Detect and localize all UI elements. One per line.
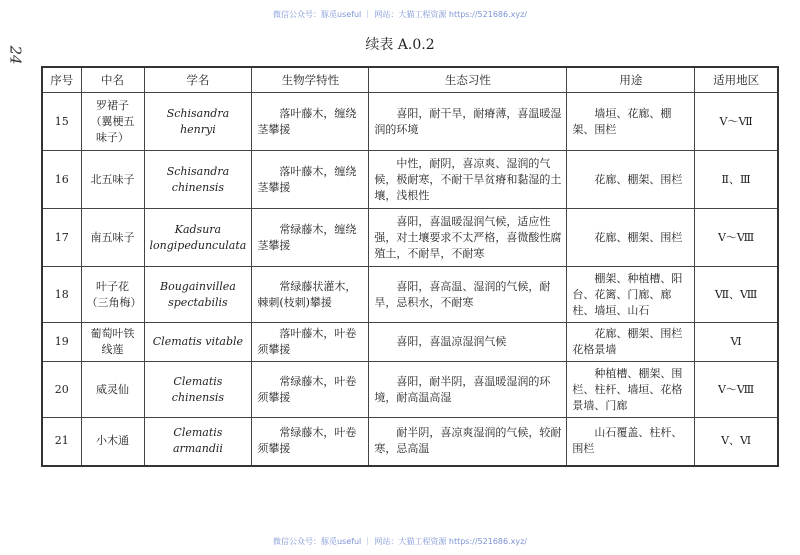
cell-eco: 喜阳，喜高温、湿润的气候，耐旱，忌积水，不耐寒: [369, 267, 567, 323]
cell-cn: 葡萄叶铁线莲: [81, 323, 144, 362]
cell-cn: 小木通: [81, 418, 144, 466]
cell-bio: 落叶藤木，缠绕茎攀援: [252, 93, 369, 151]
cell-cn: 叶子花（三角梅）: [81, 267, 144, 323]
plant-table: [41, 66, 779, 467]
cell-region: Ⅴ～Ⅶ: [695, 93, 778, 151]
cell-cn: 北五味子: [81, 151, 144, 209]
cell-eco: 耐半阴，喜凉爽湿润的气候，较耐寒，忌高温: [369, 418, 567, 466]
cell-eco: 喜阳，喜温暖湿润气候，适应性强，对土壤要求不太严格，喜微酸性腐殖土，不耐旱，不耐寒: [369, 209, 567, 267]
cell-cn: 威灵仙: [81, 362, 144, 418]
watermark-bottom: 微信公众号：豚觅useful ｜ 网站：大猫工程资源 https://521686.xyz/: [272, 537, 528, 546]
cell-no: 19: [42, 323, 81, 362]
cell-no: 21: [42, 418, 81, 466]
header-use: 用途: [567, 67, 695, 93]
table-row: [42, 209, 778, 267]
table-row: [42, 151, 778, 209]
table-row: [42, 267, 778, 323]
cell-no: 17: [42, 209, 81, 267]
cell-use: 花廊、棚架、围栏花格景墙: [567, 323, 695, 362]
page-number: 24: [6, 45, 25, 65]
cell-bio: 落叶藤木，叶卷须攀援: [252, 323, 369, 362]
cell-no: 18: [42, 267, 81, 323]
table-row: [42, 418, 778, 466]
cell-region: Ⅴ～Ⅷ: [695, 209, 778, 267]
cell-bio: 常绿藤木，叶卷须攀援: [252, 362, 369, 418]
table-row: [42, 93, 778, 151]
header-bio: 生物学特性: [252, 67, 369, 93]
cell-bio: 常绿藤状灌木，棘刺(枝刺)攀援: [252, 267, 369, 323]
cell-no: 15: [42, 93, 81, 151]
header-sci: 学名: [144, 67, 252, 93]
cell-no: 16: [42, 151, 81, 209]
table-row: [42, 323, 778, 362]
cell-sci: Clematis armandii: [144, 418, 252, 466]
cell-sci: Schisandra henryi: [144, 93, 252, 151]
header-cn: 中名: [81, 67, 144, 93]
cell-eco: 喜阳，耐半阴，喜温暖湿润的环境，耐高温高湿: [369, 362, 567, 418]
header-eco: 生态习性: [369, 67, 567, 93]
cell-use: 种植槽、棚架、围栏、柱杆、墙垣、花格景墙、门廊: [567, 362, 695, 418]
header-no: 序号: [42, 67, 81, 93]
cell-bio: 常绿藤木，缠绕茎攀援: [252, 209, 369, 267]
header-region: 适用地区: [695, 67, 778, 93]
cell-use: 花廊、棚架、围栏: [567, 151, 695, 209]
cell-use: 墙垣、花廊、棚架、围栏: [567, 93, 695, 151]
cell-sci: Kadsura longipedunculata: [144, 209, 252, 267]
cell-use: 棚架、种植槽、阳台、花篱、门廊、廊柱、墙垣、山石: [567, 267, 695, 323]
header-row: [42, 67, 778, 93]
cell-use: 山石覆盖、柱杆、围栏: [567, 418, 695, 466]
cell-use: 花廊、棚架、围栏: [567, 209, 695, 267]
cell-region: Ⅶ、Ⅷ: [695, 267, 778, 323]
cell-region: Ⅴ、Ⅵ: [695, 418, 778, 466]
cell-sci: Clematis vitable: [144, 323, 252, 362]
watermark-top: 微信公众号：豚觅useful ｜ 网站：大猫工程资源 https://521686.xyz/: [272, 10, 528, 19]
table-title: 续表 A.0.2: [365, 37, 435, 53]
cell-eco: 中性，耐阴，喜凉爽、湿润的气候，极耐寒，不耐干旱贫瘠和黏湿的土壤，浅根性: [369, 151, 567, 209]
cell-eco: 喜阳，耐干旱，耐瘠薄，喜温暖湿润的环境: [369, 93, 567, 151]
table-row: [42, 362, 778, 418]
cell-region: Ⅴ～Ⅷ: [695, 362, 778, 418]
cell-sci: Clematis chinensis: [144, 362, 252, 418]
cell-sci: Schisandra chinensis: [144, 151, 252, 209]
cell-cn: 罗裙子（翼梗五味子）: [81, 93, 144, 151]
cell-eco: 喜阳，喜温凉湿润气候: [369, 323, 567, 362]
cell-sci: Bougainvillea spectabilis: [144, 267, 252, 323]
cell-bio: 常绿藤木，叶卷须攀援: [252, 418, 369, 466]
cell-cn: 南五味子: [81, 209, 144, 267]
cell-region: Ⅵ: [695, 323, 778, 362]
cell-no: 20: [42, 362, 81, 418]
cell-region: Ⅱ、Ⅲ: [695, 151, 778, 209]
cell-bio: 落叶藤木，缠绕茎攀援: [252, 151, 369, 209]
